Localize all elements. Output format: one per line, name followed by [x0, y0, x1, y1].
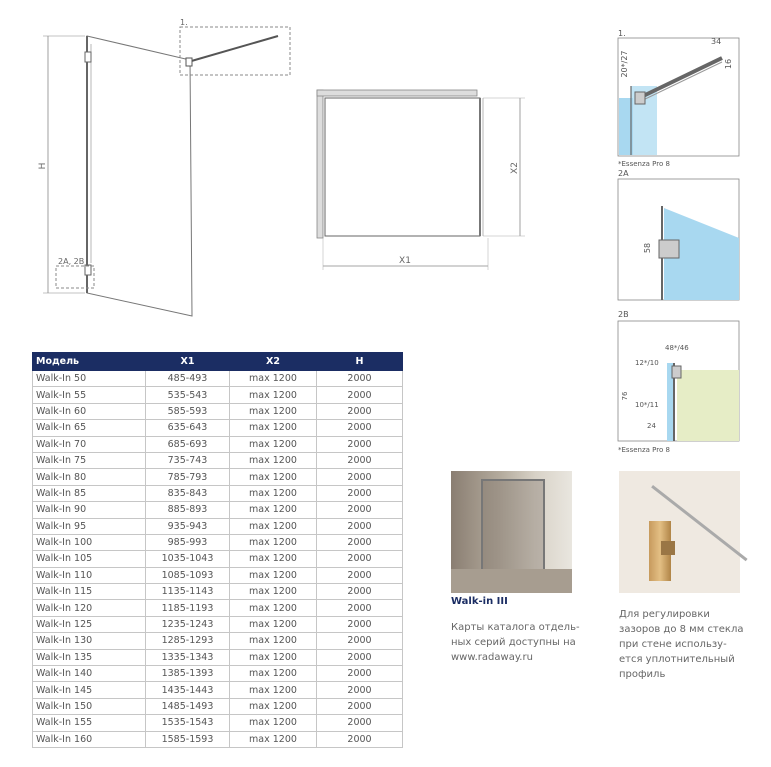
- seal-caption: [619, 607, 743, 682]
- table-row: [33, 616, 403, 632]
- table-cell: 2000: [317, 633, 403, 649]
- table-cell: max 1200: [230, 420, 317, 436]
- table-cell: Walk-In 130: [33, 633, 146, 649]
- table-cell: 1435-1443: [146, 682, 230, 698]
- table-cell: Walk-In 145: [33, 682, 146, 698]
- spec-table: [32, 352, 403, 748]
- table-cell: max 1200: [230, 534, 317, 550]
- table-cell: Walk-In 120: [33, 600, 146, 616]
- table-row: [33, 715, 403, 731]
- table-cell: Walk-In 125: [33, 616, 146, 632]
- table-cell: 2000: [317, 534, 403, 550]
- detail-2a-label: 2A: [618, 169, 629, 178]
- product-title: Walk-in III: [451, 596, 508, 607]
- table-cell: max 1200: [230, 469, 317, 485]
- product-caption-line: www.radaway.ru: [451, 652, 533, 663]
- table-cell: max 1200: [230, 715, 317, 731]
- dim-76: 76: [621, 391, 629, 401]
- table-cell: Walk-In 90: [33, 502, 146, 518]
- table-row: [33, 633, 403, 649]
- table-cell: 1335-1343: [146, 649, 230, 665]
- table-cell: 2000: [317, 698, 403, 714]
- table-cell: 985-993: [146, 534, 230, 550]
- table-cell: 1485-1493: [146, 698, 230, 714]
- table-cell: max 1200: [230, 371, 317, 387]
- callout-2-label: 2A, 2B: [58, 257, 85, 266]
- table-row: [33, 584, 403, 600]
- seal-caption-line: профиль: [619, 669, 666, 680]
- table-cell: Walk-In 85: [33, 485, 146, 501]
- table-row: [33, 600, 403, 616]
- table-cell: Walk-In 55: [33, 387, 146, 403]
- table-cell: max 1200: [230, 387, 317, 403]
- table-cell: 1535-1543: [146, 715, 230, 731]
- front-view-drawing: [40, 18, 300, 323]
- table-cell: max 1200: [230, 682, 317, 698]
- table-cell: 1585-1593: [146, 731, 230, 747]
- table-row: [33, 387, 403, 403]
- table-cell: 2000: [317, 682, 403, 698]
- table-row: [33, 567, 403, 583]
- col-header-model: Модель: [33, 353, 146, 371]
- table-cell: Walk-In 155: [33, 715, 146, 731]
- table-row: [33, 682, 403, 698]
- dim-10-11: 10*/11: [635, 401, 659, 409]
- table-cell: max 1200: [230, 403, 317, 419]
- table-cell: max 1200: [230, 518, 317, 534]
- col-header-x1: X1: [146, 353, 230, 371]
- height-label: H: [38, 162, 48, 170]
- col-header-h: H: [317, 353, 403, 371]
- table-cell: max 1200: [230, 551, 317, 567]
- table-cell: 2000: [317, 551, 403, 567]
- seal-caption-line: ется уплотнительный: [619, 654, 735, 665]
- table-row: [33, 551, 403, 567]
- table-header-row: [33, 353, 403, 371]
- detail-2b-drawing: [617, 308, 747, 458]
- table-cell: Walk-In 150: [33, 698, 146, 714]
- dim-20-27: 20*/27: [620, 50, 629, 78]
- table-cell: 1185-1193: [146, 600, 230, 616]
- table-cell: Walk-In 110: [33, 567, 146, 583]
- table-cell: 2000: [317, 469, 403, 485]
- table-cell: Walk-In 115: [33, 584, 146, 600]
- table-cell: 2000: [317, 436, 403, 452]
- table-cell: 2000: [317, 371, 403, 387]
- detail-1-label: 1.: [618, 29, 626, 38]
- table-cell: Walk-In 105: [33, 551, 146, 567]
- table-cell: max 1200: [230, 649, 317, 665]
- product-caption-line: Карты каталога отдель-: [451, 622, 580, 633]
- table-cell: 2000: [317, 485, 403, 501]
- table-cell: Walk-In 60: [33, 403, 146, 419]
- table-cell: 2000: [317, 502, 403, 518]
- table-row: [33, 436, 403, 452]
- table-cell: 2000: [317, 403, 403, 419]
- dim-58: 58: [643, 242, 652, 254]
- table-cell: 1135-1143: [146, 584, 230, 600]
- table-cell: 2000: [317, 420, 403, 436]
- product-photo: [451, 471, 572, 593]
- table-cell: 2000: [317, 452, 403, 468]
- table-cell: max 1200: [230, 600, 317, 616]
- product-caption: [451, 620, 580, 665]
- table-cell: max 1200: [230, 436, 317, 452]
- table-cell: 2000: [317, 649, 403, 665]
- table-cell: 535-543: [146, 387, 230, 403]
- table-cell: Walk-In 160: [33, 731, 146, 747]
- dim-12-10: 12*/10: [635, 359, 659, 367]
- table-cell: 2000: [317, 387, 403, 403]
- table-cell: 2000: [317, 715, 403, 731]
- callout-1-label: 1.: [180, 18, 188, 27]
- table-cell: 685-693: [146, 436, 230, 452]
- top-view-drawing: [315, 88, 530, 273]
- detail-2b-note: *Essenza Pro 8: [618, 446, 670, 454]
- table-cell: 2000: [317, 584, 403, 600]
- table-row: [33, 420, 403, 436]
- table-row: [33, 469, 403, 485]
- table-cell: max 1200: [230, 485, 317, 501]
- x2-label: X2: [510, 162, 520, 174]
- col-header-x2: X2: [230, 353, 317, 371]
- table-row: [33, 666, 403, 682]
- table-cell: 1035-1043: [146, 551, 230, 567]
- table-cell: max 1200: [230, 584, 317, 600]
- table-row: [33, 371, 403, 387]
- table-cell: max 1200: [230, 616, 317, 632]
- table-cell: 1385-1393: [146, 666, 230, 682]
- table-row: [33, 698, 403, 714]
- table-row: [33, 731, 403, 747]
- table-cell: Walk-In 50: [33, 371, 146, 387]
- product-caption-line: ных серий доступны на: [451, 637, 576, 648]
- table-cell: max 1200: [230, 731, 317, 747]
- table-cell: 785-793: [146, 469, 230, 485]
- table-cell: max 1200: [230, 567, 317, 583]
- table-row: [33, 452, 403, 468]
- table-row: [33, 502, 403, 518]
- table-cell: 935-943: [146, 518, 230, 534]
- table-cell: 2000: [317, 616, 403, 632]
- table-row: [33, 403, 403, 419]
- seal-caption-line: при стене использу-: [619, 639, 727, 650]
- detail-2b-label: 2B: [618, 310, 629, 319]
- table-cell: 2000: [317, 666, 403, 682]
- table-cell: Walk-In 135: [33, 649, 146, 665]
- dim-24: 24: [647, 422, 656, 430]
- table-cell: Walk-In 95: [33, 518, 146, 534]
- table-cell: 585-593: [146, 403, 230, 419]
- table-cell: 835-843: [146, 485, 230, 501]
- table-cell: 1085-1093: [146, 567, 230, 583]
- x1-label: X1: [399, 256, 411, 266]
- dim-34: 34: [711, 37, 722, 46]
- dim-16: 16: [724, 58, 733, 70]
- table-cell: Walk-In 80: [33, 469, 146, 485]
- detail-1-note: *Essenza Pro 8: [618, 160, 670, 168]
- table-cell: 485-493: [146, 371, 230, 387]
- table-cell: Walk-In 65: [33, 420, 146, 436]
- table-cell: max 1200: [230, 633, 317, 649]
- table-cell: 1235-1243: [146, 616, 230, 632]
- table-cell: 2000: [317, 567, 403, 583]
- table-cell: Walk-In 100: [33, 534, 146, 550]
- table-cell: 885-893: [146, 502, 230, 518]
- table-cell: max 1200: [230, 698, 317, 714]
- table-cell: Walk-In 140: [33, 666, 146, 682]
- table-cell: max 1200: [230, 502, 317, 518]
- table-cell: 635-643: [146, 420, 230, 436]
- detail-2a-drawing: [617, 168, 747, 303]
- table-row: [33, 518, 403, 534]
- table-cell: 735-743: [146, 452, 230, 468]
- seal-caption-line: Для регулировки: [619, 609, 710, 620]
- table-cell: max 1200: [230, 666, 317, 682]
- seal-caption-line: зазоров до 8 мм стекла: [619, 624, 744, 635]
- table-row: [33, 534, 403, 550]
- table-cell: 2000: [317, 600, 403, 616]
- table-row: [33, 485, 403, 501]
- dim-48-46: 48*/46: [665, 344, 689, 352]
- table-cell: Walk-In 75: [33, 452, 146, 468]
- seal-photo: [619, 471, 740, 593]
- table-cell: 2000: [317, 731, 403, 747]
- table-cell: Walk-In 70: [33, 436, 146, 452]
- detail-1-drawing: [617, 28, 747, 170]
- table-cell: max 1200: [230, 452, 317, 468]
- table-row: [33, 649, 403, 665]
- table-cell: 1285-1293: [146, 633, 230, 649]
- table-cell: 2000: [317, 518, 403, 534]
